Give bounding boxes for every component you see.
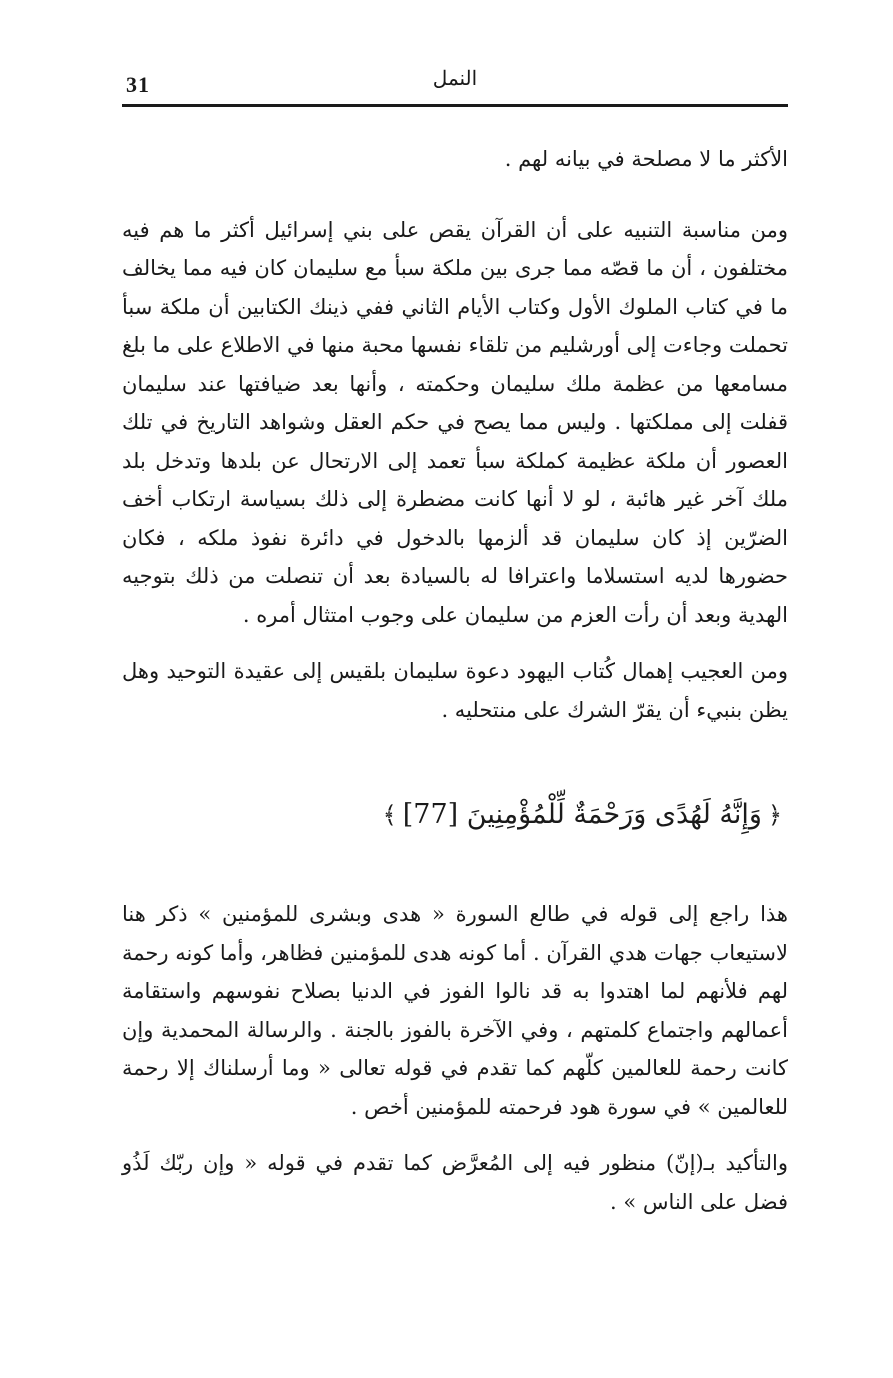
paragraph-emphasis: والتأكيد بـ(إنّ) منظور فيه إلى المُعرَّض كما تقدم في قوله « وإن ربّك لَذُو فضل على الناس » . <box>122 1151 788 1214</box>
page-number: 31 <box>126 72 150 97</box>
quran-verse <box>122 793 788 837</box>
page-header <box>122 60 788 104</box>
header-rule <box>122 104 788 107</box>
paragraph-continuation: الأكثر ما لا مصلحة في بيانه لهم . <box>504 147 788 171</box>
paragraph-sheba-account: ومن مناسبة التنبيه على أن القرآن يقص على بني إسرائيل أكثر ما هم فيه مختلفون ، أن ما قصّه مما جرى بين ملكة سبأ مع سليمان كان فيه مما يخالف ما في كتاب الملوك الأول وكتاب الأيام الثاني ففي ذينك الكتابين أن ملكة سبأ تحملت وجاءت إلى أورشليم من تلقاء نفسها محبة منها في الاطلاع على ما بلغ مسامعها من عظمة ملك سليمان وحكمته ، وأنها بعد ضيافتها عند سليمان قفلت إلى مملكتها . وليس مما يصح في حكم العقل وشواهد التاريخ في تلك العصور أن ملكة عظيمة كملكة سبأ تعمد إلى الارتحال عن بلدها وتدخل بلد ملك آخر غير هائبة ، لو لا أنها كانت مضطرة إلى ذلك بسياسة ارتكاب أخف الضرّين إذ كان سليمان قد ألزمها بالدخول في دائرة نفوذ ملكه ، فكان حضورها لديه استسلاما واعترافا له بالسيادة بعد أن تنصلت من ذلك بتوجيه الهدية وبعد أن رأت العزم من سليمان على وجوب امتثال أمره . <box>122 217 788 627</box>
body-text <box>122 140 788 1221</box>
paragraph-monotheism: ومن العجيب إهمال كُتاب اليهود دعوة سليمان بلقيس إلى عقيدة التوحيد وهل يظن بنبيء أن يقرّ الشرك على منتحليه . <box>122 659 788 722</box>
verse-number: [77] <box>402 799 459 830</box>
verse-open-bracket: ﴿ <box>767 801 782 829</box>
verse-close-bracket: ﴾ <box>382 801 397 829</box>
running-title: النمل <box>432 66 478 90</box>
verse-text: وَإِنَّهُ لَهُدًى وَرَحْمَةٌ لِّلْمُؤْمِنِينَ <box>466 799 762 830</box>
paragraph-guidance-mercy: هذا راجع إلى قوله في طالع السورة « هدى وبشرى للمؤمنين » ذكر هنا لاستيعاب جهات هدي القرآن . أما كونه هدى للمؤمنين فظاهر، وأما كونه رحمة لهم فلأنهم لما اهتدوا به قد نالوا الفوز في الدنيا بصلاح نفوسهم واستقامة أعمالهم واجتماع كلمتهم ، وفي الآخرة بالفوز بالجنة . والرسالة المحمدية وإن كانت رحمة للعالمين كلّهم كما تقدم في قوله تعالى « وما أرسلناك إلا رحمة للعالمين » في سورة هود فرحمته للمؤمنين أخص . <box>122 902 788 1119</box>
